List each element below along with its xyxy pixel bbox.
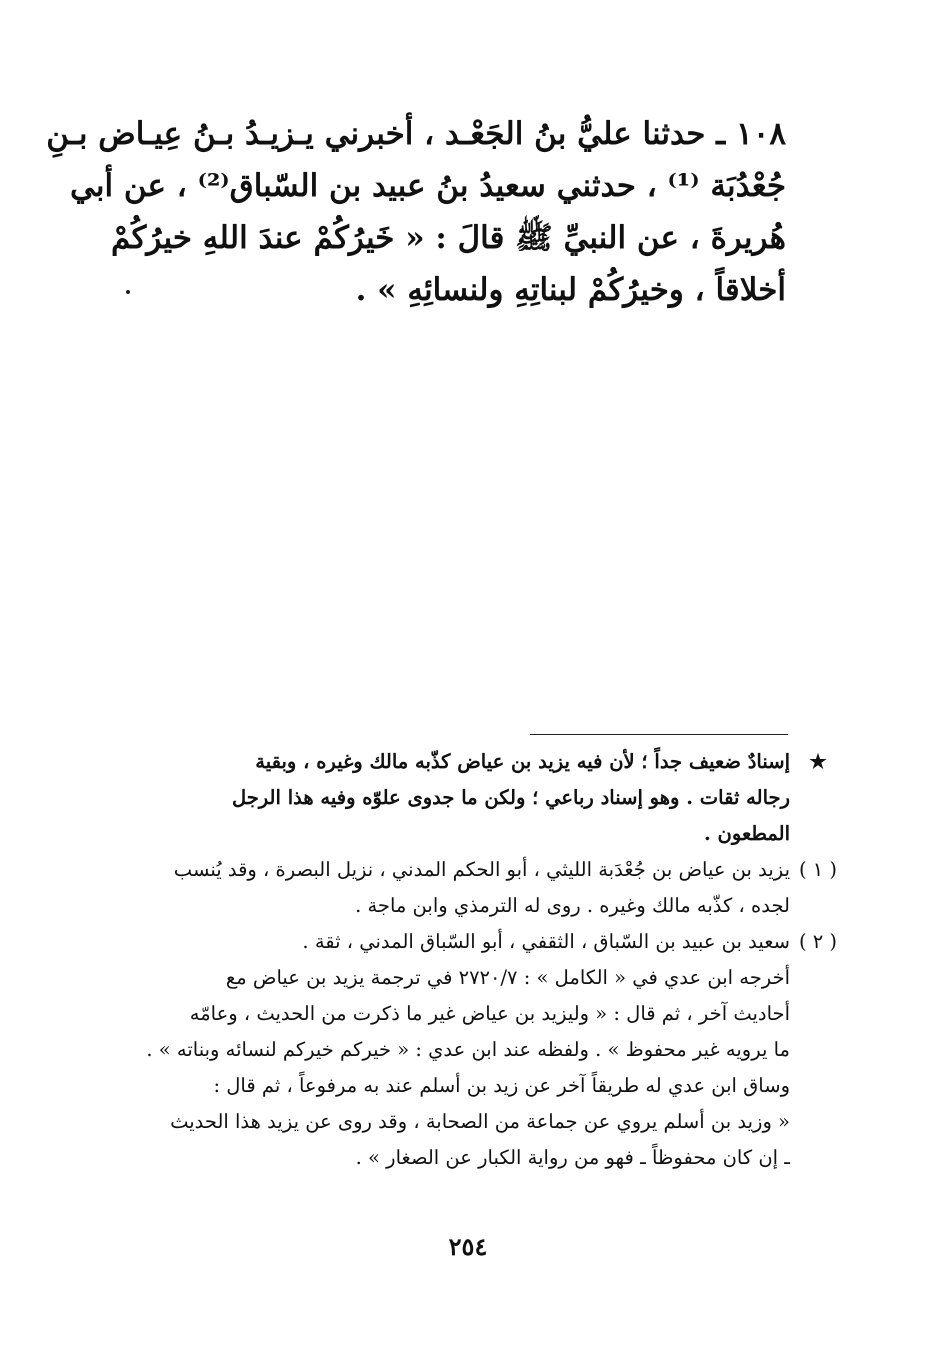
- footnote-line: أحاديث آخر ، ثم قال : « وليزيد بن عياض غير ما ذكرت من الحديث ، وعامّه: [189, 1002, 790, 1025]
- hadith-line: جُعْدُبَة ⁽¹⁾ ، حدثني سعيدُ بنُ عبيد بن السّباق⁽²⁾ ، عن أبي: [70, 168, 786, 204]
- footnote-2: [100, 924, 838, 960]
- footnote-line: رجاله ثقات . وهو إسناد رباعي ؛ ولكن ما جدوى علوّه وفيه هذا الرجل: [231, 786, 790, 809]
- hadith-text: [46, 108, 786, 316]
- footnote-line: إسنادٌ ضعيف جداً ؛ لأن فيه يزيد بن عياض كذّبه مالك وغيره ، وبقية: [255, 750, 790, 773]
- footnote-line: ـ إن كان محفوظاً ـ فهو من رواية الكبار عن الصغار » .: [355, 1146, 790, 1169]
- footnote-grading: [100, 744, 827, 852]
- footnote-takhrij: [100, 960, 790, 1176]
- footnote-line: ما يرويه غير محفوظ » . ولفظه عند ابن عدي : « خيركم خيركم لنسائه وبناته » .: [146, 1038, 790, 1061]
- footnote-line: سعيد بن عبيد بن السّباق ، الثقفي ، أبو السّباق المدني ، ثقة .: [302, 930, 790, 953]
- footnote-line: لجده ، كذّبه مالك وغيره . روى له الترمذي وابن ماجة .: [355, 894, 790, 917]
- print-speck: [126, 290, 130, 294]
- footnote-separator: [530, 734, 788, 735]
- footnote-marker-1: ( ١ ): [798, 858, 838, 881]
- footnotes: [100, 744, 838, 1176]
- page-number: ٢٥٤: [448, 1232, 488, 1261]
- footnote-marker-2: ( ٢ ): [798, 930, 838, 953]
- footnote-line: « وزيد بن أسلم يروي عن جماعة من الصحابة ، وقد روى عن يزيد هذا الحديث: [170, 1110, 790, 1133]
- footnote-line: يزيد بن عياض بن جُعْدَبة الليثي ، أبو الحكم المدني ، نزيل البصرة ، وقد يُنسب: [173, 858, 790, 881]
- hadith-line: أخلاقاً ، وخيرُكُمْ لبناتِهِ ولنسائِهِ » .: [355, 272, 786, 308]
- footnote-line: وساق ابن عدي له طريقاً آخر عن زيد بن أسلم عند به مرفوعاً ، ثم قال :: [213, 1074, 790, 1097]
- hadith-line: ١٠٨ ـ حدثنا عليُّ بنُ الجَعْـد ، أخبرني يـزيـدُ بـنُ عِيـاض بـنِ: [46, 116, 786, 152]
- hadith-line: هُريرةَ ، عن النبيِّ ﷺ قالَ : « خَيرُكُمْ عندَ اللهِ خيرُكُمْ: [111, 220, 786, 256]
- footnote-line: المطعون .: [703, 822, 790, 845]
- footnote-line: أخرجه ابن عدي في « الكامل » : ٢٧٢٠/٧ في ترجمة يزيد بن عياض مع: [225, 966, 790, 989]
- footnote-1: [100, 852, 838, 924]
- footnote-marker-star: ★: [809, 750, 827, 773]
